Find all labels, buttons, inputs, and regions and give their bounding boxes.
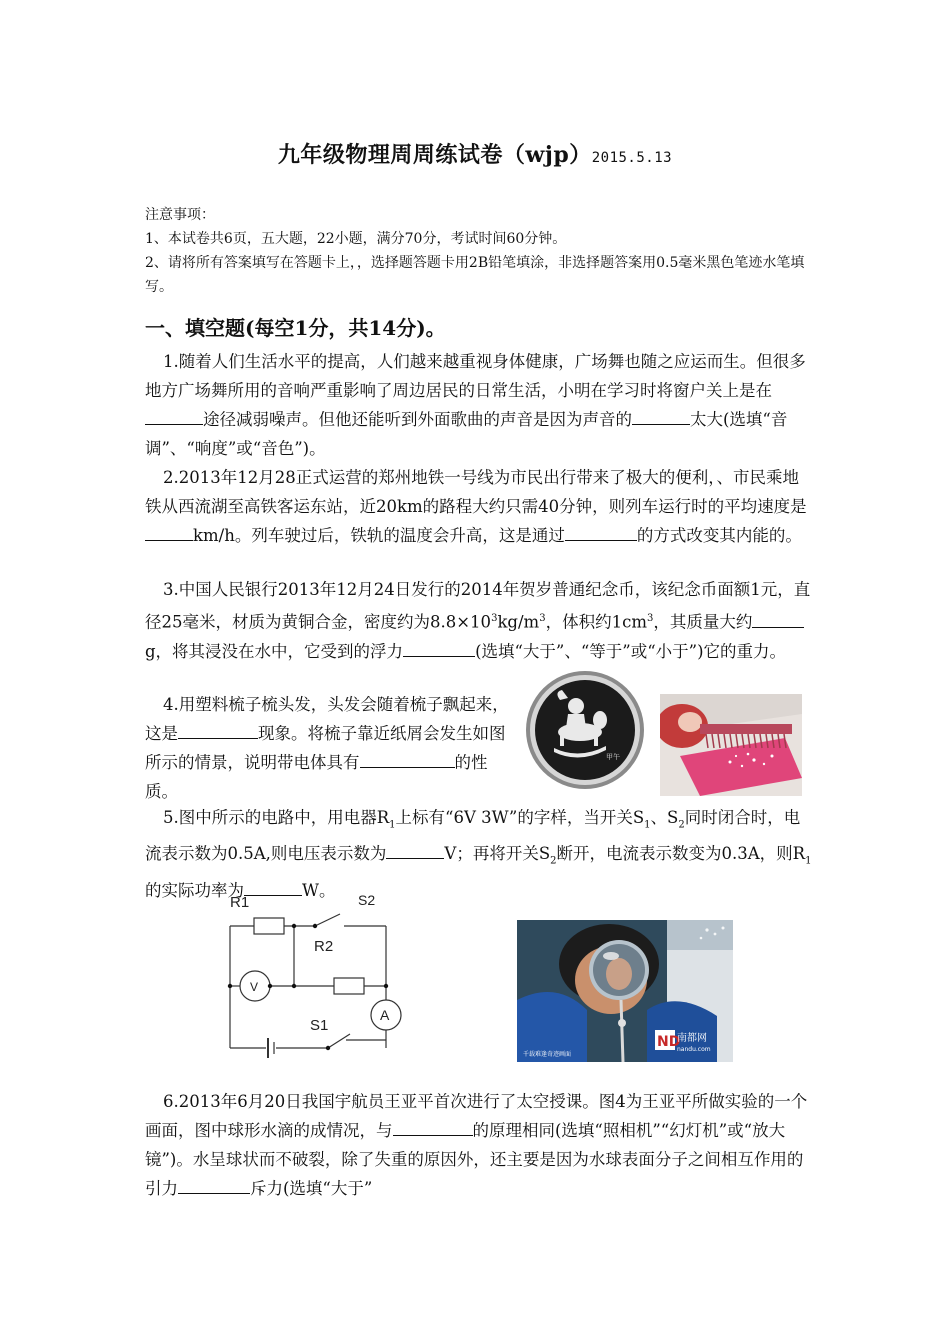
answer-blank[interactable] [145,406,203,425]
comb-paper-image [660,694,802,796]
notes-heading: 注意事项： [145,207,215,223]
q4-text-3: 的性质。 [145,753,488,801]
q2-text-2: km/h。列车驶过后，铁轨的温度会升高，这是通过 [193,526,565,545]
question-1 [145,347,815,463]
title-date: 2015.5.13 [591,150,673,166]
title-main: 九年级物理周周练试卷（wjp） [277,142,592,168]
label-r1: R1 [230,894,250,911]
q5-text-8: W。 [302,880,336,900]
q1-text-1: 1.随着人们生活水平的提高，人们越来越重视身体健康，广场舞也随之应运而生。但很多地方广场舞所用的音响严重影响了周边居民的日常生活，小明在学习时将窗户关上是在 [145,352,806,400]
question-2 [145,463,815,550]
q5-text-7: 的实际功率为 [145,880,244,900]
coin-mark: 甲午 [606,753,620,761]
q5-text-5: V；再将开关S [444,844,551,864]
q3-text-5: g，将其浸没在水中，它受到的浮力 [145,641,404,661]
voltmeter-label: V [250,980,259,994]
answer-blank[interactable] [752,609,804,628]
question-3 [145,575,815,666]
q3-text-1: 3.中国人民银行2013年12月24日发行的2014年贺岁普通纪念币，该纪念币面额1元，直径25毫米，材质为黄铜合金，密度约为8.8×10 [145,580,811,632]
logo-nd: ND [657,1034,681,1050]
q6-text-2: 的原理相同(选填“照相机”“幻灯机”或“放大镜”)。水呈球状而不破裂，除了失重的原因外，还主要是因为水球表面分子之间相互作用的引力 [145,1121,804,1198]
label-s2: S2 [358,892,376,908]
q5-text-4: 同时闭合时，电流表示数为0.5A,则电压表示数为 [145,808,801,864]
answer-blank[interactable] [360,749,455,768]
q1-text-2: 途径减弱噪声。但他还能听到外面歌曲的声音是因为声音的 [203,410,632,429]
q3-sup-3: 3 [646,613,654,624]
logo-site: 南都网 [677,1033,707,1044]
answer-blank[interactable] [565,522,637,541]
q2-text-3: 的方式改变其内能的。 [636,526,802,545]
q5-text-2: 上标有“6V 3W”的字样，当开关S [395,808,645,827]
q3-text-3: ，体积约1cm [545,612,647,632]
answer-blank[interactable] [386,840,444,859]
q5-sub-6: 1 [805,855,812,867]
q5-sub-2: 1 [644,819,651,831]
circuit-diagram [218,888,404,1064]
q4-text-1: 4.用塑料梳子梳头发，头发会随着梳子飘起来，这是 [145,695,509,743]
q3-text-2: kg/m [497,612,540,632]
q4-text-2: 现象。将梳子靠近纸屑会发生如图所示的情景，说明带电体具有 [145,724,506,772]
q5-text-3: 、S [650,808,679,827]
answer-blank[interactable] [632,406,690,425]
q6-text-1: 6.2013年6月20日我国宇航员王亚平首次进行了太空授课。图4为王亚平所做实验的一个画面，图中球形水滴的成情况，与 [145,1092,808,1140]
answer-blank[interactable] [178,1175,250,1194]
q5-text-6: 断开，电流表示数变为0.3A，则R [556,844,806,864]
q6-text-3: 斥力(选填“大于” [250,1179,373,1198]
logo-url: nandu.com [677,1046,711,1053]
question-6 [145,1087,815,1203]
photo-caption: 千载难逢奇迹画面 [523,1051,572,1058]
q3-text-6: (选填“大于”、“等于”或“小于”)它的重力。 [475,641,787,661]
question-4 [145,690,515,806]
answer-blank[interactable] [178,720,258,739]
label-s1: S1 [310,1017,329,1034]
notes-line-2: 2、请将所有答案填写在答题卡上，，选择题答题卡用2B铅笔填涂，非选择题答案用0.5毫米黑色笔迹水笔填写。 [145,255,805,295]
label-r2: R2 [314,938,334,955]
q5-sub-5: 2 [550,855,557,867]
q3-text-4: ，其质量大约 [653,612,753,632]
notes [145,203,815,299]
page-title [0,138,950,169]
q1-text-3: 太大(选填“音调”、“响度”或“音色”)。 [145,410,788,458]
notes-line-1: 1、本试卷共6页，五大题，22小题，满分70分，考试时间60分钟。 [145,231,567,247]
q2-text-1: 2.2013年12月28正式运营的郑州地铁一号线为市民出行带来了极大的便利，、市民乘地铁从西流湖至高铁客运东站，近20km的路程大约只需40分钟，则列车运行时的平均速度是 [145,468,807,516]
water-ball-photo [517,920,733,1062]
answer-blank[interactable] [403,638,475,657]
coin-image [524,668,646,792]
ammeter-label: A [380,1007,390,1023]
q5-text-1: 5.图中所示的电路中，用电器R [163,808,390,827]
answer-blank[interactable] [393,1117,473,1136]
q5-sub-3: 2 [678,819,685,831]
q5-sub-1: 1 [389,819,396,831]
section-heading: 一、填空题(每空1分，共14分)。 [145,316,446,340]
answer-blank[interactable] [145,522,193,541]
q3-sup-2: 3 [539,613,546,624]
q3-sup-1: 3 [491,613,498,624]
